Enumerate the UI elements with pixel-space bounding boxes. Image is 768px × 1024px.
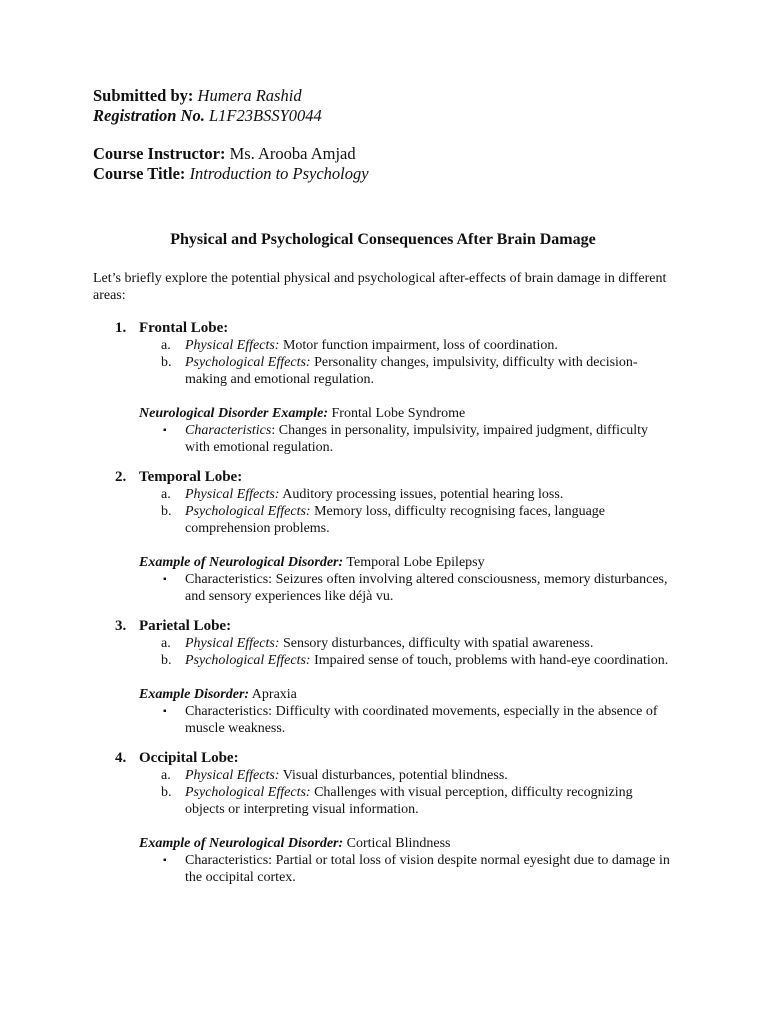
physical-effects-item: a. Physical Effects: Visual disturbances, potential blindness. [161,768,508,783]
submitted-by-value: Humera Rashid [197,86,302,105]
psychological-effects-item: b. Psychological Effects: Challenges with visual perception, difficulty recognizing objects or interpreting visual information. [161,785,633,817]
submitted-by-label: Submitted by: [93,86,194,105]
registration-label: Registration No. [93,106,205,125]
psychological-effects-item: b. Psychological Effects: Impaired sense of touch, problems with hand-eye coordination. [161,653,669,668]
characteristics-bullet: ▪ Characteristics: Seizures often involving altered consciousness, memory disturbances, and sensory experiences like déjà vu. [163,572,668,604]
disorder-example: Neurological Disorder Example: Frontal Lobe Syndrome [139,406,466,421]
lobe-section-occipital [93,749,673,886]
registration-value: L1F23BSSY0044 [208,106,322,125]
disorder-example: Example of Neurological Disorder: Temporal Lobe Epilepsy [139,555,485,570]
intro-paragraph: Let’s briefly explore the potential physical and psychological after-effects of brain damage in different areas: [93,271,667,303]
physical-effects-item: a. Physical Effects: Motor function impairment, loss of coordination. [161,338,558,353]
psychological-effects-item: b. Psychological Effects: Personality changes, impulsivity, difficulty with decision-making and emotional regulation. [161,355,638,387]
characteristics-bullet: ▪ Characteristics: Difficulty with coordinated movements, especially in the absence of muscle weakness. [163,704,658,736]
bullet-icon: ▪ [163,706,167,717]
document-title: Physical and Psychological Consequences After Brain Damage [170,231,596,248]
bullet-icon: ▪ [163,855,167,866]
physical-effects-item: a. Physical Effects: Auditory processing issues, potential hearing loss. [161,487,564,502]
submitted-by-line [93,86,673,106]
instructor-value: Ms. Arooba Amjad [229,144,356,163]
physical-effects-item: a. Physical Effects: Sensory disturbances, difficulty with spatial awareness. [161,636,594,651]
lobe-number: 3. [115,618,127,634]
lobes-list [93,319,673,886]
lobe-number: 1. [115,320,127,336]
characteristics-bullet: ▪ Characteristics: Partial or total loss of vision despite normal eyesight due to damage in the occipital cortex. [163,853,670,885]
disorder-example: Example Disorder: Apraxia [139,687,297,702]
instructor-line [93,144,673,164]
lobe-name: Frontal Lobe: [139,320,229,336]
bullet-icon: ▪ [163,574,167,585]
instructor-label: Course Instructor: [93,144,226,163]
psychological-effects-item: b. Psychological Effects: Memory loss, difficulty recognising faces, language comprehension problems. [161,504,606,536]
bullet-icon: ▪ [163,425,167,436]
disorder-example: Example of Neurological Disorder: Cortical Blindness [139,836,451,851]
lobe-number: 4. [115,750,127,766]
lobe-number: 2. [115,469,127,485]
lobe-section-parietal [93,617,673,737]
lobe-name: Occipital Lobe: [139,750,239,766]
course-title-value: Introduction to Psychology [189,164,369,183]
course-title-line [93,164,673,184]
course-title-label: Course Title: [93,164,186,183]
lobe-name: Temporal Lobe: [139,469,243,485]
lobe-section-frontal [93,319,673,456]
characteristics-bullet: ▪ Characteristics: Changes in personality, impulsivity, impaired judgment, difficulty with emotional regulation. [163,423,648,455]
registration-line [93,106,673,126]
lobe-section-temporal [93,468,673,605]
lobe-name: Parietal Lobe: [139,618,232,634]
